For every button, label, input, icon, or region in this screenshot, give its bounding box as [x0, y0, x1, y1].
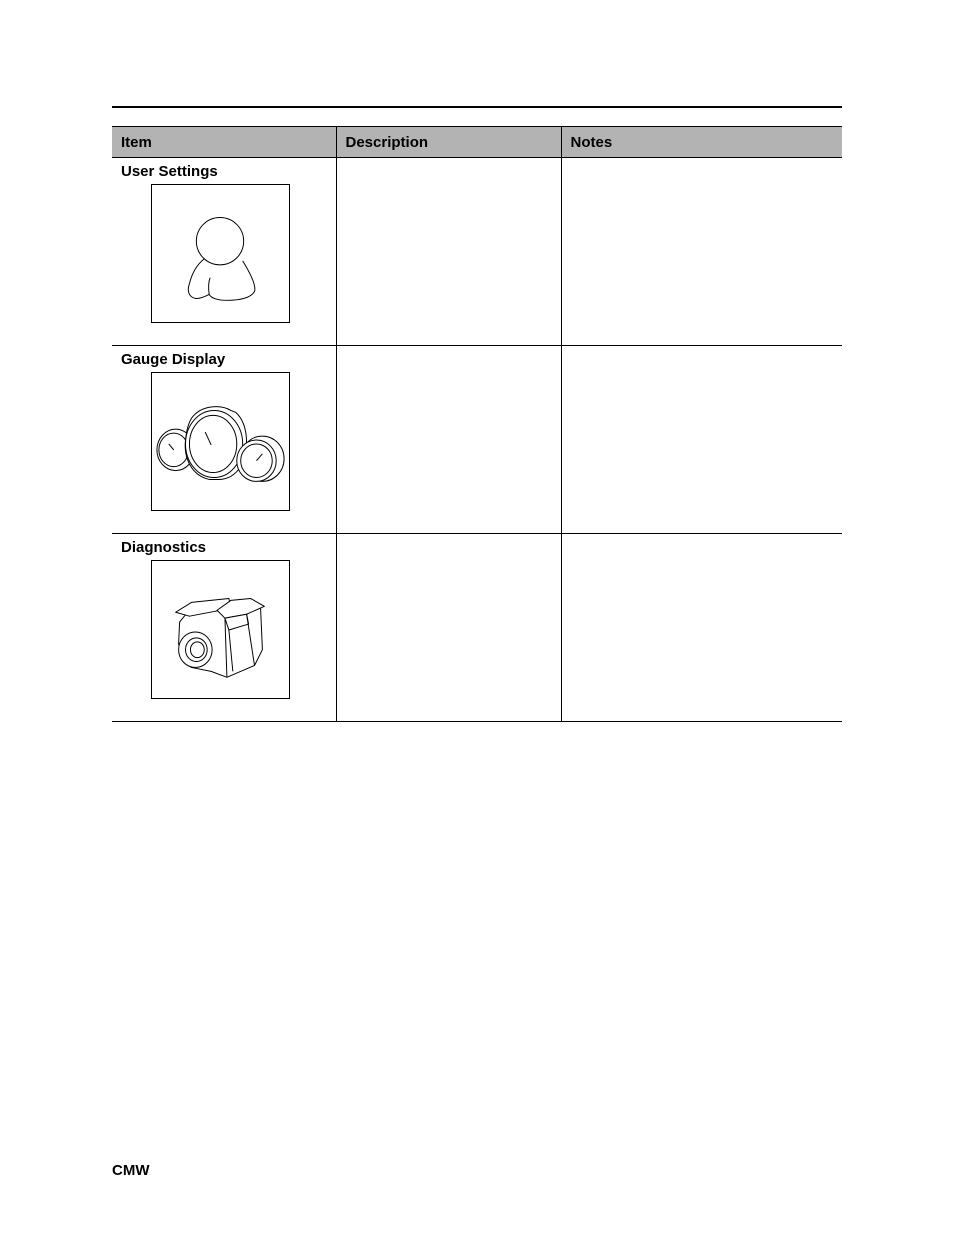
item-cell	[112, 346, 336, 534]
item-cell	[112, 534, 336, 722]
header-description: Description	[336, 127, 561, 158]
header-item: Item	[112, 127, 336, 158]
description-cell	[336, 534, 561, 722]
item-label: Gauge Display	[121, 351, 226, 368]
item-label: Diagnostics	[121, 539, 207, 556]
item-cell	[112, 158, 336, 346]
table-header-row	[112, 127, 842, 158]
item-label: User Settings	[121, 163, 218, 180]
description-cell	[336, 346, 561, 534]
notes-cell	[561, 346, 842, 534]
spec-table	[112, 126, 842, 722]
footer-text: CMW	[112, 1162, 150, 1179]
table-row	[112, 346, 842, 534]
engine-icon	[151, 560, 290, 699]
top-rule	[112, 106, 842, 108]
user-icon	[151, 184, 290, 323]
notes-cell	[561, 534, 842, 722]
header-notes: Notes	[561, 127, 842, 158]
table-row	[112, 158, 842, 346]
notes-cell	[561, 158, 842, 346]
description-cell	[336, 158, 561, 346]
table-row	[112, 534, 842, 722]
gauges-icon	[151, 372, 290, 511]
